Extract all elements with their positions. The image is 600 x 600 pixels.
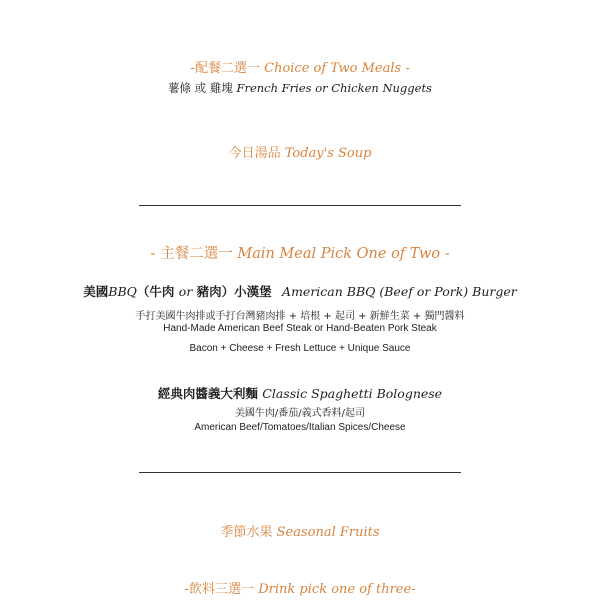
soup-title-zh: 今日湯品 — [228, 146, 281, 161]
main-meal-title-zh: - 主餐二選一 — [150, 246, 233, 262]
spaghetti-name — [0, 384, 600, 402]
fruit-title-zh: 季節水果 — [220, 525, 273, 540]
fruit-title-en: Seasonal Fruits — [276, 525, 380, 540]
drink-title — [0, 578, 600, 597]
fruit-title — [0, 521, 600, 540]
side-dish-title — [0, 57, 600, 76]
spaghetti-name-en: Classic Spaghetti Bolognese — [262, 386, 443, 401]
side-dish-option-nuggets: Chicken Nuggets — [331, 81, 432, 95]
side-dish-or: or — [315, 81, 328, 95]
side-dish-options-zh: 薯條 或 雞塊 — [168, 81, 233, 95]
drink-title-zh: -飲料三選一 — [184, 582, 255, 597]
spaghetti-description-en: American Beef/Tomatoes/Italian Spices/Cheese — [194, 422, 406, 433]
spaghetti-description-zh: 美國牛肉/番茄/義式香料/起司 — [234, 408, 366, 419]
drink-title-en: Drink pick one of three- — [258, 582, 416, 597]
main-meal-title — [0, 242, 600, 263]
side-dish-title-zh: -配餐二選一 — [190, 61, 260, 76]
burger-name — [0, 282, 600, 300]
burger-name-zh-1: 美國 — [83, 284, 109, 299]
burger-description-zh: 手打美國牛肉排或手打台灣豬肉排 + 培根 + 起司 + 新鮮生菜 + 獨門醬料 — [135, 311, 465, 322]
section-divider — [139, 472, 461, 473]
soup-title-en: Today's Soup — [284, 146, 372, 161]
burger-name-or: or — [178, 284, 193, 299]
side-dish-title-en: Choice of Two Meals - — [264, 61, 410, 76]
section-divider — [139, 205, 461, 206]
burger-name-zh-2: （牛肉 — [136, 284, 175, 299]
spaghetti-name-zh: 經典肉醬義大利麵 — [157, 386, 258, 401]
burger-description-en-2: Bacon + Cheese + Fresh Lettuce + Unique Sauce — [189, 343, 411, 354]
main-meal-title-en: Main Meal Pick One of Two - — [237, 246, 450, 262]
burger-description-en-1: Hand-Made American Beef Steak or Hand-Beaten Pork Steak — [163, 323, 437, 334]
side-dish-option-fries: French Fries — [236, 81, 312, 95]
burger-name-en: American BBQ (Beef or Pork) Burger — [282, 284, 517, 299]
side-dish-options — [0, 80, 600, 96]
burger-name-bbq: BBQ — [108, 284, 137, 299]
soup-title — [0, 142, 600, 161]
burger-name-zh-3: 豬肉）小漢堡 — [196, 284, 272, 299]
